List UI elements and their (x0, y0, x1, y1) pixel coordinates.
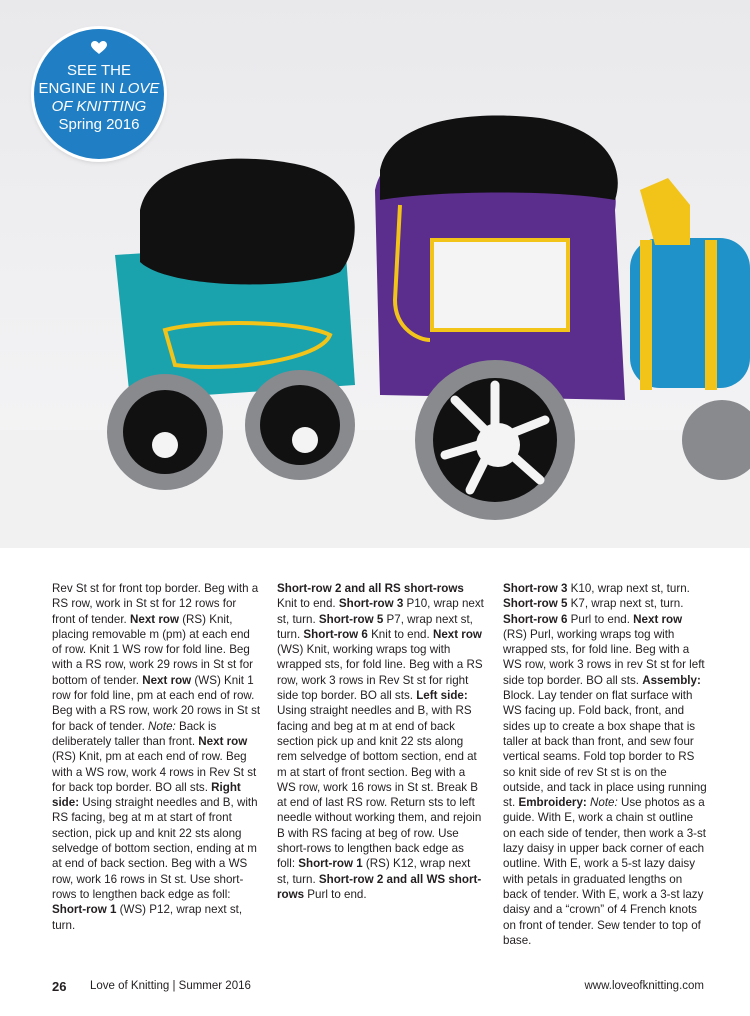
text-column-2 (277, 581, 485, 902)
italic-term: Note: (148, 719, 176, 733)
bold-term: Short-row 2 and all WS short-rows (277, 872, 482, 901)
bold-term: Short-row 6 (303, 627, 368, 641)
publication-title: Love of Knitting | Summer 2016 (90, 980, 251, 992)
bold-term: Left side: (416, 689, 468, 703)
page-number: 26 (52, 979, 67, 994)
column-1-paragraph (52, 581, 262, 933)
bold-term: Short-row 1 (298, 857, 363, 871)
body-text: (RS) K12, wrap next st, turn. (277, 857, 471, 886)
tender-wheel-front (260, 385, 340, 465)
column-3-paragraph (503, 581, 708, 948)
badge-line-2: ENGINE IN LOVE (38, 80, 160, 97)
cab-wheel-hub (476, 423, 520, 467)
body-text: Use photos as a guide. With E, work a chain st outline on each side of tender, then work a 3-st lazy daisy in upper back corner of each outline. With E, work a 5-st lazy daisy with petals in graduated lengths on back of tender. With E, work a 3-st lazy daisy and a “crown” of 4 French knots on front of tender. Sew tender to top of base. (503, 796, 707, 947)
body-text: Purl to end. (567, 612, 634, 626)
body-text: (WS) Knit, working wraps tog with wrapped sts, for fold line. Beg with a RS row, work 3 rows in Rev St st for right side top border. BO all sts. (277, 643, 483, 703)
bold-term: Next row (198, 734, 248, 748)
bold-term: Short-row 3 (338, 597, 404, 611)
tender-wheel-front-hub (292, 427, 318, 453)
body-text: P10, wrap next st, turn. (277, 597, 484, 626)
tender-wheel-back-hub (152, 432, 178, 458)
body-text: Block. Lay tender on flat surface with WS facing up. Fold back, front, and sides up to create a box shape that is taller at back than front, and sew four vertical seams. Fold top border to RS so knit side of rev St st is on the outside, and tack in place using running st. (503, 689, 707, 810)
badge-line-3: OF KNITTING (51, 98, 147, 115)
bold-term: Next row (432, 627, 482, 641)
tender-coal (140, 159, 355, 285)
body-text: (RS) Knit, placing removable m (pm) at each end of row. Knit 1 WS row for fold line. Beg with a RS row, work 29 rows in St st for bottom of tender. (52, 612, 254, 687)
body-text: Knit to end. (367, 627, 433, 641)
body-text: (WS) P12, wrap next st, turn. (52, 903, 243, 932)
badge-line-1: SEE THE (67, 62, 131, 79)
bold-term: Short-row 5 (318, 612, 384, 626)
body-text: K7, wrap next st, turn. (567, 597, 684, 611)
body-text: (WS) Knit 1 row for fold line, pm at each end of row. Beg with a RS row, work 20 rows in St st for back of tender. (52, 673, 261, 733)
italic-term: Note: (590, 796, 618, 810)
bold-term: Embroidery: (518, 796, 587, 810)
text-column-1 (52, 581, 262, 933)
badge-text (34, 62, 164, 134)
bold-term: Assembly: (642, 673, 701, 687)
bold-term: Next row (633, 612, 683, 626)
body-text: (RS) Knit, pm at each end of row. Beg with a WS row, work 4 rows in Rev St st for back top border. BO all sts. (52, 750, 257, 794)
bold-term: Short-row 1 (52, 903, 117, 917)
body-text: P7, wrap next st, turn. (277, 612, 473, 641)
bold-term: Short-row 6 (503, 612, 568, 626)
cab-window (432, 240, 568, 330)
body-text: Knit to end. (277, 597, 339, 611)
bold-term: Short-row 3 (503, 582, 568, 595)
bold-term: Short-row 2 and all RS short-rows (277, 582, 464, 595)
text-column-3 (503, 581, 708, 948)
body-text: Purl to end. (304, 887, 367, 901)
heart-icon (91, 41, 107, 55)
body-text: K10, wrap next st, turn. (567, 582, 690, 595)
badge-line-4: Spring 2016 (58, 116, 140, 133)
engine-band-2 (705, 240, 717, 390)
engine-band-1 (640, 240, 652, 390)
promo-badge[interactable] (34, 29, 164, 159)
bold-term: Short-row 5 (503, 597, 568, 611)
bold-term: Next row (130, 612, 179, 626)
body-text: Back is deliberately taller than front. (52, 719, 217, 748)
body-text: Using straight needles and B, with RS facing and beg at m at end of back section pick up and knit 22 sts along rem selvedge of bottom section, end at m at start of front section. Beg with a WS row, work 16 rows in St st. Break B at end of last RS row. Return sts to left needle without working them, and rejoin B with RS facing at beg of row. Use short-rows to lengthen back edge as foll: (277, 704, 482, 871)
column-2-paragraph (277, 581, 485, 902)
bold-term: Right side: (52, 780, 241, 810)
website-link[interactable]: www.loveofknitting.com (584, 980, 704, 992)
body-text: Using straight needles and B, with RS facing, beg at m at start of front section, pick up and knit 22 sts along selvedge of bottom section, ending at m at end of back section. Beg with a WS row, work 16 rows in St st. Use short-rows to lengthen back edge as foll: (52, 796, 258, 901)
body-text: Rev St st for front top border. Beg with a RS row, work in St st for 12 rows for front of tender. (52, 582, 259, 626)
bold-term: Next row (142, 673, 192, 687)
body-text: (RS) Purl, working wraps tog with wrapped sts, for fold line. Beg with a WS row, work 3 rows in rev St st for left side top border. BO all sts. (503, 627, 705, 687)
